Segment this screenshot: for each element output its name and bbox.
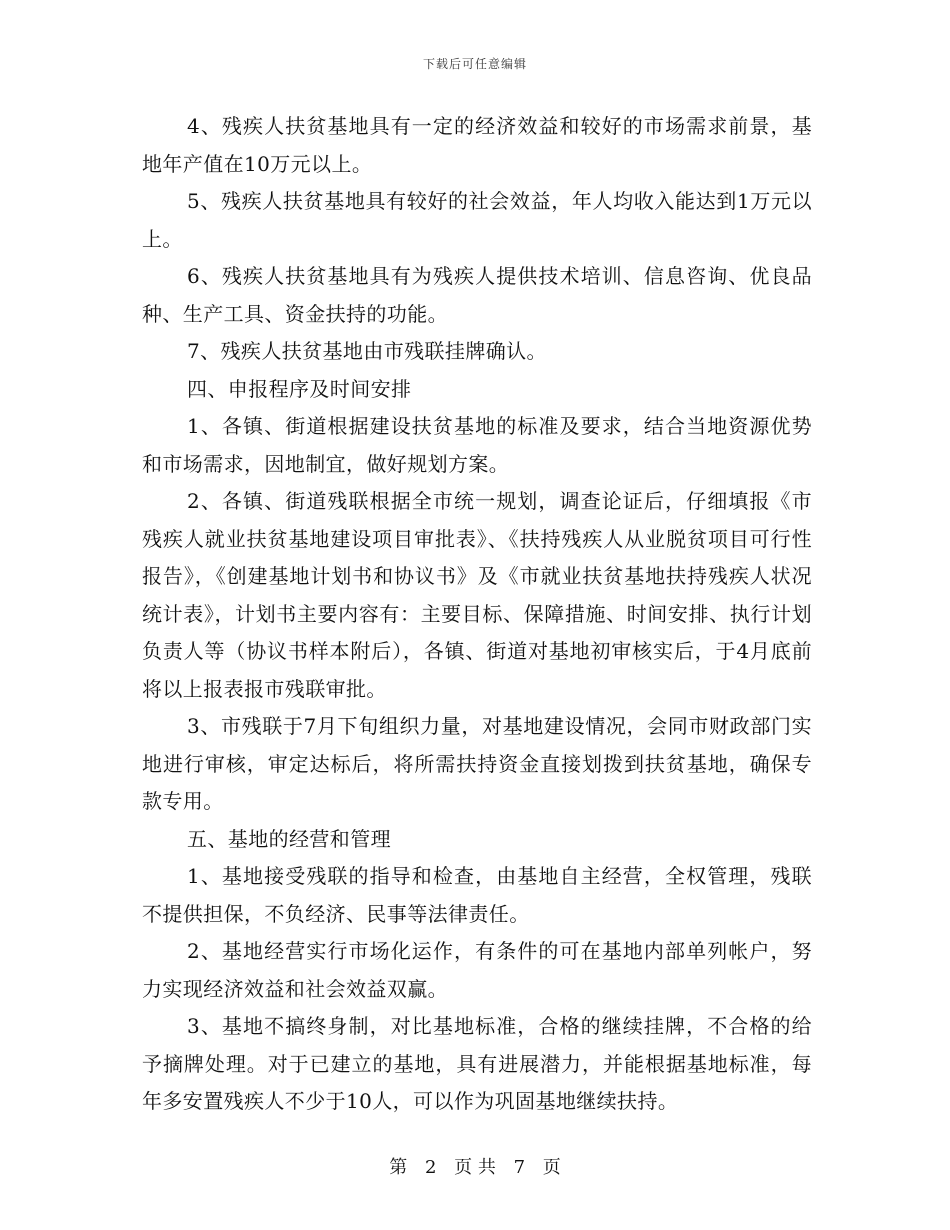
section-heading-four: 四、申报程序及时间安排: [187, 376, 412, 401]
paragraph-management-3: 3、基地不搞终身制，对比基地标准，合格的继续挂牌，不合格的给予摘牌处理。对于已建立的基地，具有进展潜力，并能根据基地标准，每年多安置残疾人不少于10人，可以作为巩固基地继续扶持。: [142, 1014, 812, 1113]
paragraph-procedure-3: 3、市残联于7月下旬组织力量，对基地建设情况，会同市财政部门实地进行审核，审定达标后，将所需扶持资金直接划拨到扶贫基地，确保专款专用。: [142, 714, 812, 813]
paragraph-item-6: 6、残疾人扶贫基地具有为残疾人提供技术培训、信息咨询、优良品种、生产工具、资金扶持的功能。: [142, 264, 812, 326]
paragraph-procedure-2: 2、各镇、街道残联根据全市统一规划，调查论证后，仔细填报《市残疾人就业扶贫基地建设项目审批表》、《扶持残疾人从业脱贫项目可行性报告》，《创建基地计划书和协议书》及《市就业扶贫基地扶持残疾人状况统计表》，计划书主要内容有：主要目标、保障措施、时间安排、执行计划负责人等（协议书样本附后），各镇、街道对基地初审核实后，于4月底前将以上报表报市残联审批。: [142, 489, 812, 701]
paragraph-item-7: 7、残疾人扶贫基地由市残联挂牌确认。: [187, 339, 547, 363]
page-footer-middle: 页 共: [454, 1157, 496, 1178]
paragraph-item-4: 4、残疾人扶贫基地具有一定的经济效益和较好的市场需求前景，基地年产值在10万元以上。: [142, 114, 812, 176]
page-header-note: 下载后可任意编辑: [422, 57, 527, 71]
page-footer-prefix: 第: [389, 1157, 408, 1178]
page-footer-suffix: 页: [542, 1157, 561, 1178]
paragraph-management-1: 1、基地接受残联的指导和检查，由基地自主经营，全权管理，残联不提供担保，不负经济、民事等法律责任。: [142, 864, 812, 926]
paragraph-management-2: 2、基地经营实行市场化运作，有条件的可在基地内部单列帐户，努力实现经济效益和社会效益双赢。: [142, 939, 812, 1001]
section-heading-five: 五、基地的经营和管理: [187, 826, 391, 851]
page-number: 2: [424, 1157, 437, 1178]
paragraph-procedure-1: 1、各镇、街道根据建设扶贫基地的标准及要求，结合当地资源优势和市场需求，因地制宜，做好规划方案。: [142, 414, 812, 476]
paragraph-item-5: 5、残疾人扶贫基地具有较好的社会效益，年人均收入能达到1万元以上。: [142, 189, 812, 251]
page-footer: [0, 1153, 950, 1179]
document-body: [142, 108, 812, 1121]
page-total: 7: [513, 1157, 526, 1178]
